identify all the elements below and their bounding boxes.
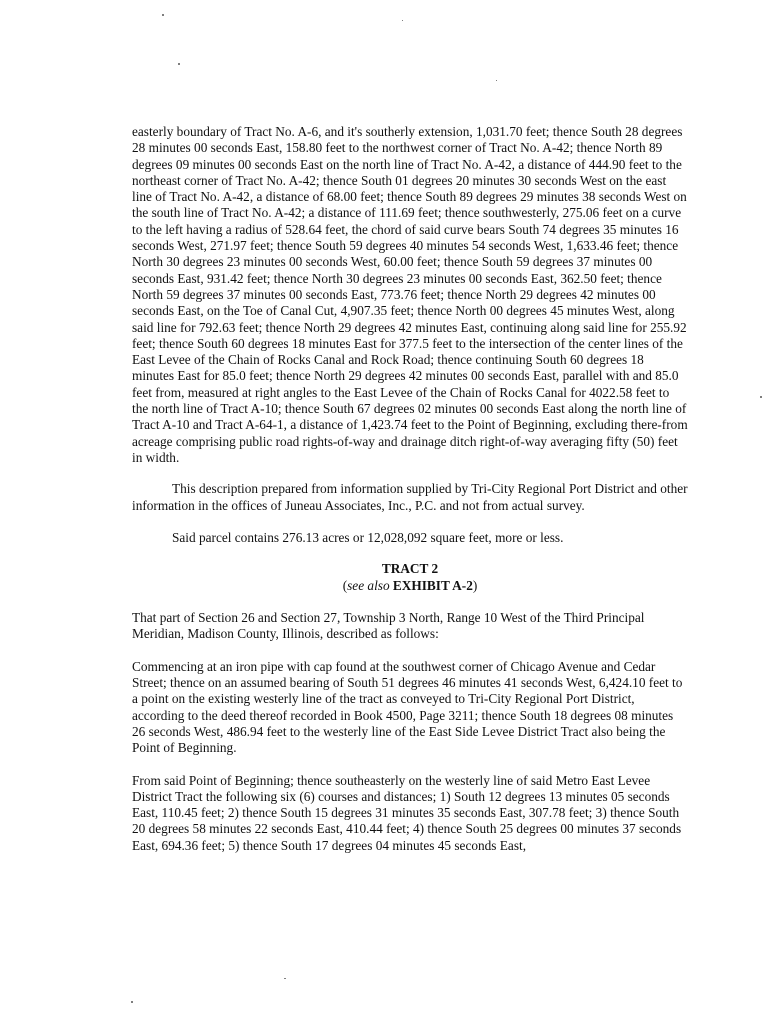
- tract-location-intro: That part of Section 26 and Section 27, Township 3 North, Range 10 West of the Third Principal Meridian, Madison County, Illinois, described as follows:: [132, 610, 645, 642]
- scan-speck: [178, 63, 180, 65]
- scan-speck: [496, 80, 497, 81]
- scan-speck: [162, 14, 164, 16]
- tract-subheading: [132, 577, 688, 594]
- legal-description-continued: easterly boundary of Tract No. A-6, and it's southerly extension, 1,031.70 feet; thence South 28 degrees 28 minutes 00 seconds East, 158.80 feet to the northwest corner of Tract No. A-42; thence North 89 degrees 09 minutes 00 seconds East on the north line of Tract No. A-42, a distance of 444.90 feet to the northeast corner of Tract No. A-42; thence South 01 degrees 20 minutes 30 seconds West on the east line of Tract No. A-42, a distance of 68.00 feet; thence South 89 degrees 29 minutes 38 seconds West on the south line of Tract No. A-42; a distance of 111.69 feet; thence southwesterly, 275.06 feet on a curve to the left having a radius of 528.64 feet, the chord of said curve bears South 74 degrees 35 minutes 16 seconds West, 271.97 feet; thence South 59 degrees 40 minutes 54 seconds West, 1,633.46 feet; thence North 30 degrees 23 minutes 00 seconds West, 60.00 feet; thence South 59 degrees 37 minutes 00 seconds East, 931.42 feet; thence North 30 degrees 23 minutes 00 seconds East, 362.50 feet; thence North 59 degrees 37 minutes 00 seconds East, 773.76 feet; thence North 29 degrees 42 minutes 00 seconds East, on the Toe of Canal Cut, 4,907.35 feet; thence North 00 degrees 45 minutes West, along said line for 792.63 feet; thence North 29 degrees 42 minutes East, continuing along said line for 255.92 feet; thence South 60 degrees 18 minutes East for 377.5 feet to the intersection of the center lines of the East Levee of the Chain of Rocks Canal and Rock Road; thence continuing South 60 degrees 18 minutes East for 85.0 feet; thence North 29 degrees 42 minutes 00 seconds East, parallel with and 85.0 feet from, measured at right angles to the East Levee of the Chain of Rocks Canal for 4022.58 feet to the north line of Tract A-10; thence South 67 degrees 02 minutes 00 seconds East along the north line of Tract A-10 and Tract A-64-1, a distance of 1,423.74 feet to the Point of Beginning, excluding there-from acreage comprising public road rights-of-way and drainage ditch right-of-way averaging fifty (50) feet in width.: [132, 124, 688, 465]
- subheading-see-also: see also: [347, 578, 390, 594]
- boundary-courses-description: From said Point of Beginning; thence southeasterly on the westerly line of said Metro East Levee District Tract the following six (6) courses and distances; 1) South 12 degrees 13 minutes 05 seconds East, 110.45 feet; 2) thence South 15 degrees 31 minutes 35 seconds East, 307.78 feet; 3) thence South 20 degrees 58 minutes 22 seconds East, 410.44 feet; 4) thence South 25 degrees 00 minutes 37 seconds East, 694.36 feet; 5) thence South 17 degrees 04 minutes 45 seconds East,: [132, 772, 682, 853]
- preparation-note: This description prepared from information supplied by Tri-City Regional Port District and other information in the offices of Juneau Associates, Inc., P.C. and not from actual survey.: [132, 481, 688, 513]
- document-page: [132, 124, 688, 854]
- subheading-exhibit-ref: EXHIBIT A-2: [392, 578, 473, 594]
- commencement-description: Commencing at an iron pipe with cap found at the southwest corner of Chicago Avenue and Cedar Street; thence on an assumed bearing of South 51 degrees 46 minutes 41 seconds West, 6,424.10 feet to a point on the existing westerly line of the tract as conveyed to Tri-City Regional Port District, according to the deed thereof recorded in Book 4500, Page 3211; thence South 18 degrees 08 minutes 26 seconds West, 486.94 feet to the westerly line of the East Side Levee District Tract also being the Point of Beginning.: [132, 658, 683, 756]
- parcel-area-statement: Said parcel contains 276.13 acres or 12,028,092 square feet, more or less.: [172, 529, 564, 545]
- scan-speck: [131, 1001, 133, 1003]
- subheading-open-paren: (: [342, 578, 348, 594]
- scan-speck: [402, 20, 403, 21]
- tract-heading: TRACT 2: [381, 561, 439, 577]
- scan-speck: [284, 978, 286, 979]
- scan-speck: [760, 396, 762, 398]
- subheading-close-paren: ): [472, 578, 478, 594]
